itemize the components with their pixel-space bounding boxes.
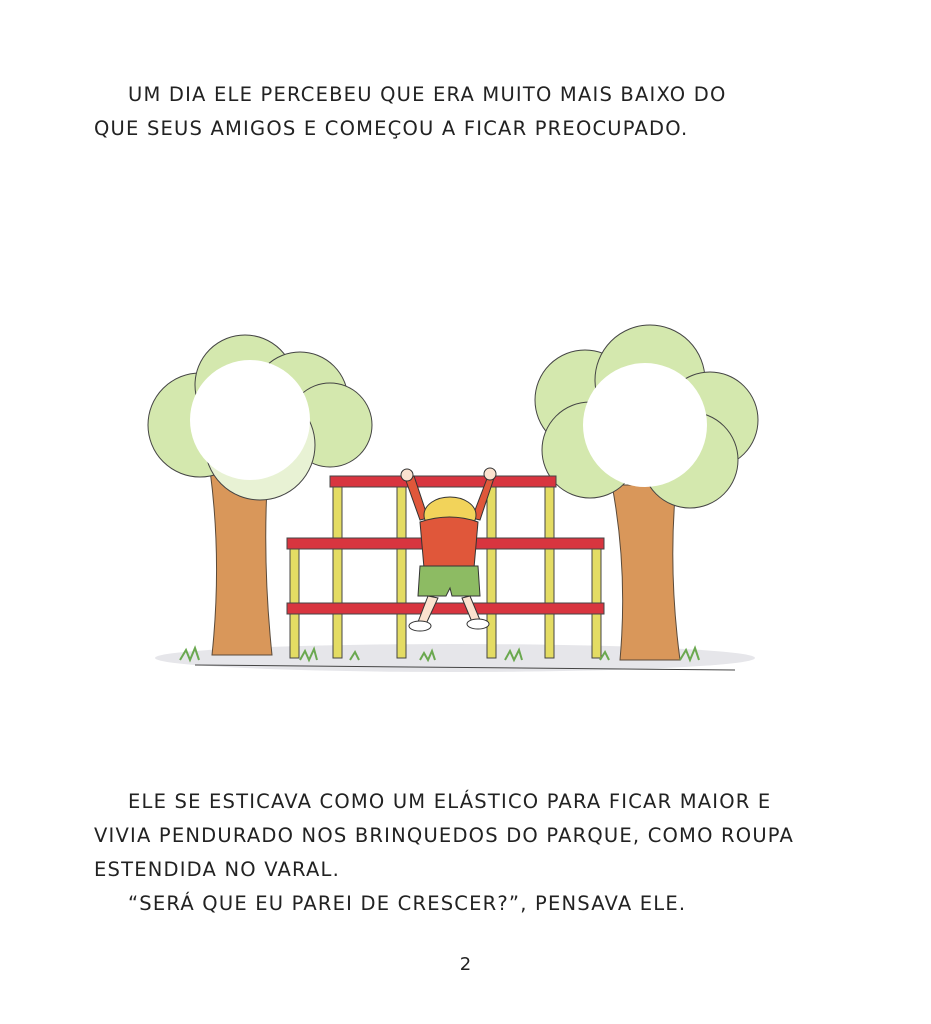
text-line: ELE SE ESTICAVA COMO UM ELÁSTICO PARA FICAR MAIOR E bbox=[128, 790, 772, 813]
right-tree-trunk bbox=[612, 485, 680, 660]
paragraph-top bbox=[94, 78, 727, 146]
page-number: 2 bbox=[459, 954, 472, 975]
text-line: “SERÁ QUE EU PAREI DE CRESCER?”, PENSAVA ELE. bbox=[128, 892, 687, 915]
right-tree-foliage bbox=[535, 325, 758, 508]
park-illustration bbox=[0, 300, 931, 700]
left-tree-foliage bbox=[148, 335, 372, 500]
text-line: QUE SEUS AMIGOS E COMEÇOU A FICAR PREOCUPADO. bbox=[94, 117, 689, 140]
paragraph-bottom bbox=[94, 785, 794, 921]
text-line: VIVIA PENDURADO NOS BRINQUEDOS DO PARQUE, COMO ROUPA bbox=[94, 824, 795, 847]
text-line: UM DIA ELE PERCEBEU QUE ERA MUITO MAIS BAIXO DO bbox=[128, 83, 727, 106]
text-line: ESTENDIDA NO VARAL. bbox=[94, 858, 341, 881]
